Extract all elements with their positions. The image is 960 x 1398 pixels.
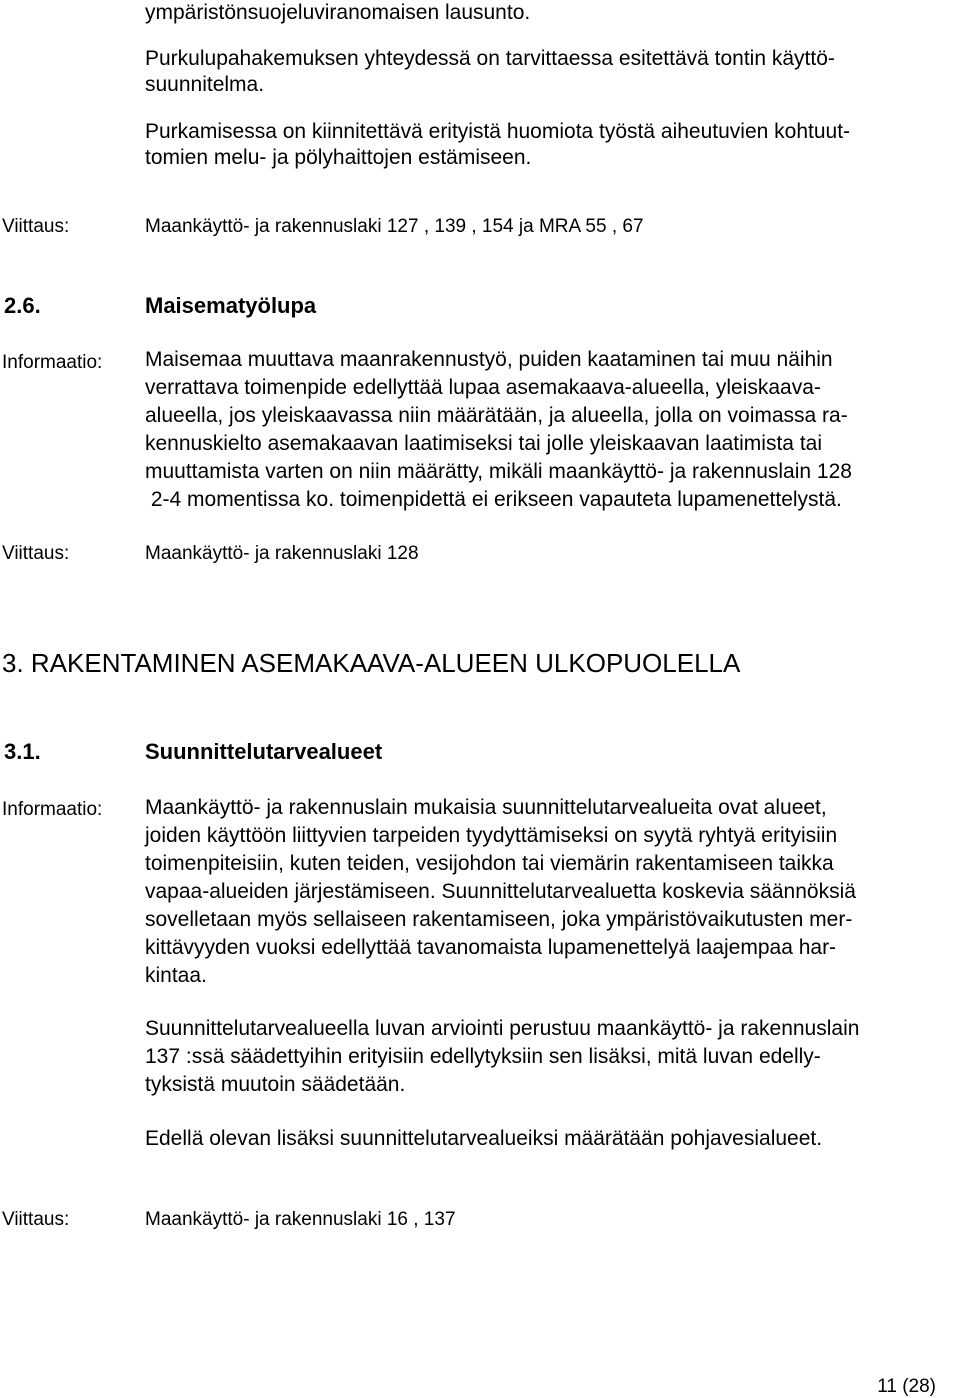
paragraph-line: Edellä olevan lisäksi suunnittelutarvealueiksi määrätään pohjavesialueet. [145, 1127, 823, 1150]
paragraph-line: kintaa. [145, 964, 207, 987]
information-label: Informaatio: [2, 799, 103, 820]
paragraph-line: 137 :ssä säädettyihin erityisiin edellytyksiin sen lisäksi, mitä luvan edelly- [145, 1045, 821, 1068]
reference-text: Maankäyttö- ja rakennuslaki 127 , 139 , 154 ja MRA 55 , 67 [145, 216, 644, 237]
paragraph-line: Maankäyttö- ja rakennuslain mukaisia suunnittelutarvealueita ovat alueet, [145, 796, 827, 819]
section-number: 2.6. [4, 293, 41, 318]
page-number: 11 (28) [877, 1376, 936, 1397]
paragraph-line: Suunnittelutarvealueella luvan arviointi perustuu maankäyttö- ja rakennuslain [145, 1017, 860, 1040]
paragraph-line: kennuskielto asemakaavan laatimiseksi tai jolle yleiskaavan laatimista tai [145, 432, 822, 455]
information-label: Informaatio: [2, 352, 103, 373]
reference-text: Maankäyttö- ja rakennuslaki 128 [145, 543, 419, 564]
section-title: Maisematyölupa [145, 293, 317, 318]
paragraph-line: kittävyyden vuoksi edellyttää tavanomaista lupamenettelyä laajempaa har- [145, 936, 837, 959]
intro-line: Purkamisessa on kiinnitettävä erityistä huomiota työstä aiheutuvien kohtuut- [145, 120, 851, 143]
section-title: Suunnittelutarvealueet [145, 739, 383, 764]
paragraph-line: Maisemaa muuttava maanrakennustyö, puiden kaataminen tai muu näihin [145, 348, 833, 371]
intro-line: ympäristönsuojeluviranomaisen lausunto. [145, 1, 531, 24]
reference-label: Viittaus: [2, 543, 70, 564]
paragraph-line: vapaa-alueiden järjestämiseen. Suunnittelutarvealuetta koskevia säännöksiä [145, 880, 856, 903]
paragraph-line: verrattava toimenpide edellyttää lupaa asemakaava-alueella, yleiskaava- [145, 376, 821, 399]
paragraph-line: tyksistä muutoin säädetään. [145, 1073, 406, 1096]
reference-label: Viittaus: [2, 216, 70, 237]
paragraph-line: sovelletaan myös sellaiseen rakentamiseen, joka ympäristövaikutusten mer- [145, 908, 853, 931]
intro-line: suunnitelma. [145, 73, 265, 96]
intro-line: tomien melu- ja pölyhaittojen estämiseen. [145, 146, 532, 169]
paragraph-line: toimenpiteisiin, kuten teiden, vesijohdon tai viemärin rakentamiseen taikka [145, 852, 834, 875]
paragraph-line: alueella, jos yleiskaavassa niin määrätään, ja alueella, jolla on voimassa ra- [145, 404, 848, 427]
reference-label: Viittaus: [2, 1209, 70, 1230]
paragraph-line: joiden käyttöön liittyvien tarpeiden tyydyttämiseksi on syytä ryhtyä erityisiin [145, 824, 838, 847]
intro-line: Purkulupahakemuksen yhteydessä on tarvittaessa esitettävä tontin käyttö- [145, 47, 835, 70]
paragraph-line: 2-4 momentissa ko. toimenpidettä ei erikseen vapauteta lupamenettelystä. [145, 488, 842, 511]
chapter-heading: 3. RAKENTAMINEN ASEMAKAAVA-ALUEEN ULKOPUOLELLA [2, 648, 741, 678]
reference-text: Maankäyttö- ja rakennuslaki 16 , 137 [145, 1209, 456, 1230]
section-number: 3.1. [4, 739, 41, 764]
paragraph-line: muuttamista varten on niin määrätty, mikäli maankäyttö- ja rakennuslain 128 [145, 460, 852, 483]
